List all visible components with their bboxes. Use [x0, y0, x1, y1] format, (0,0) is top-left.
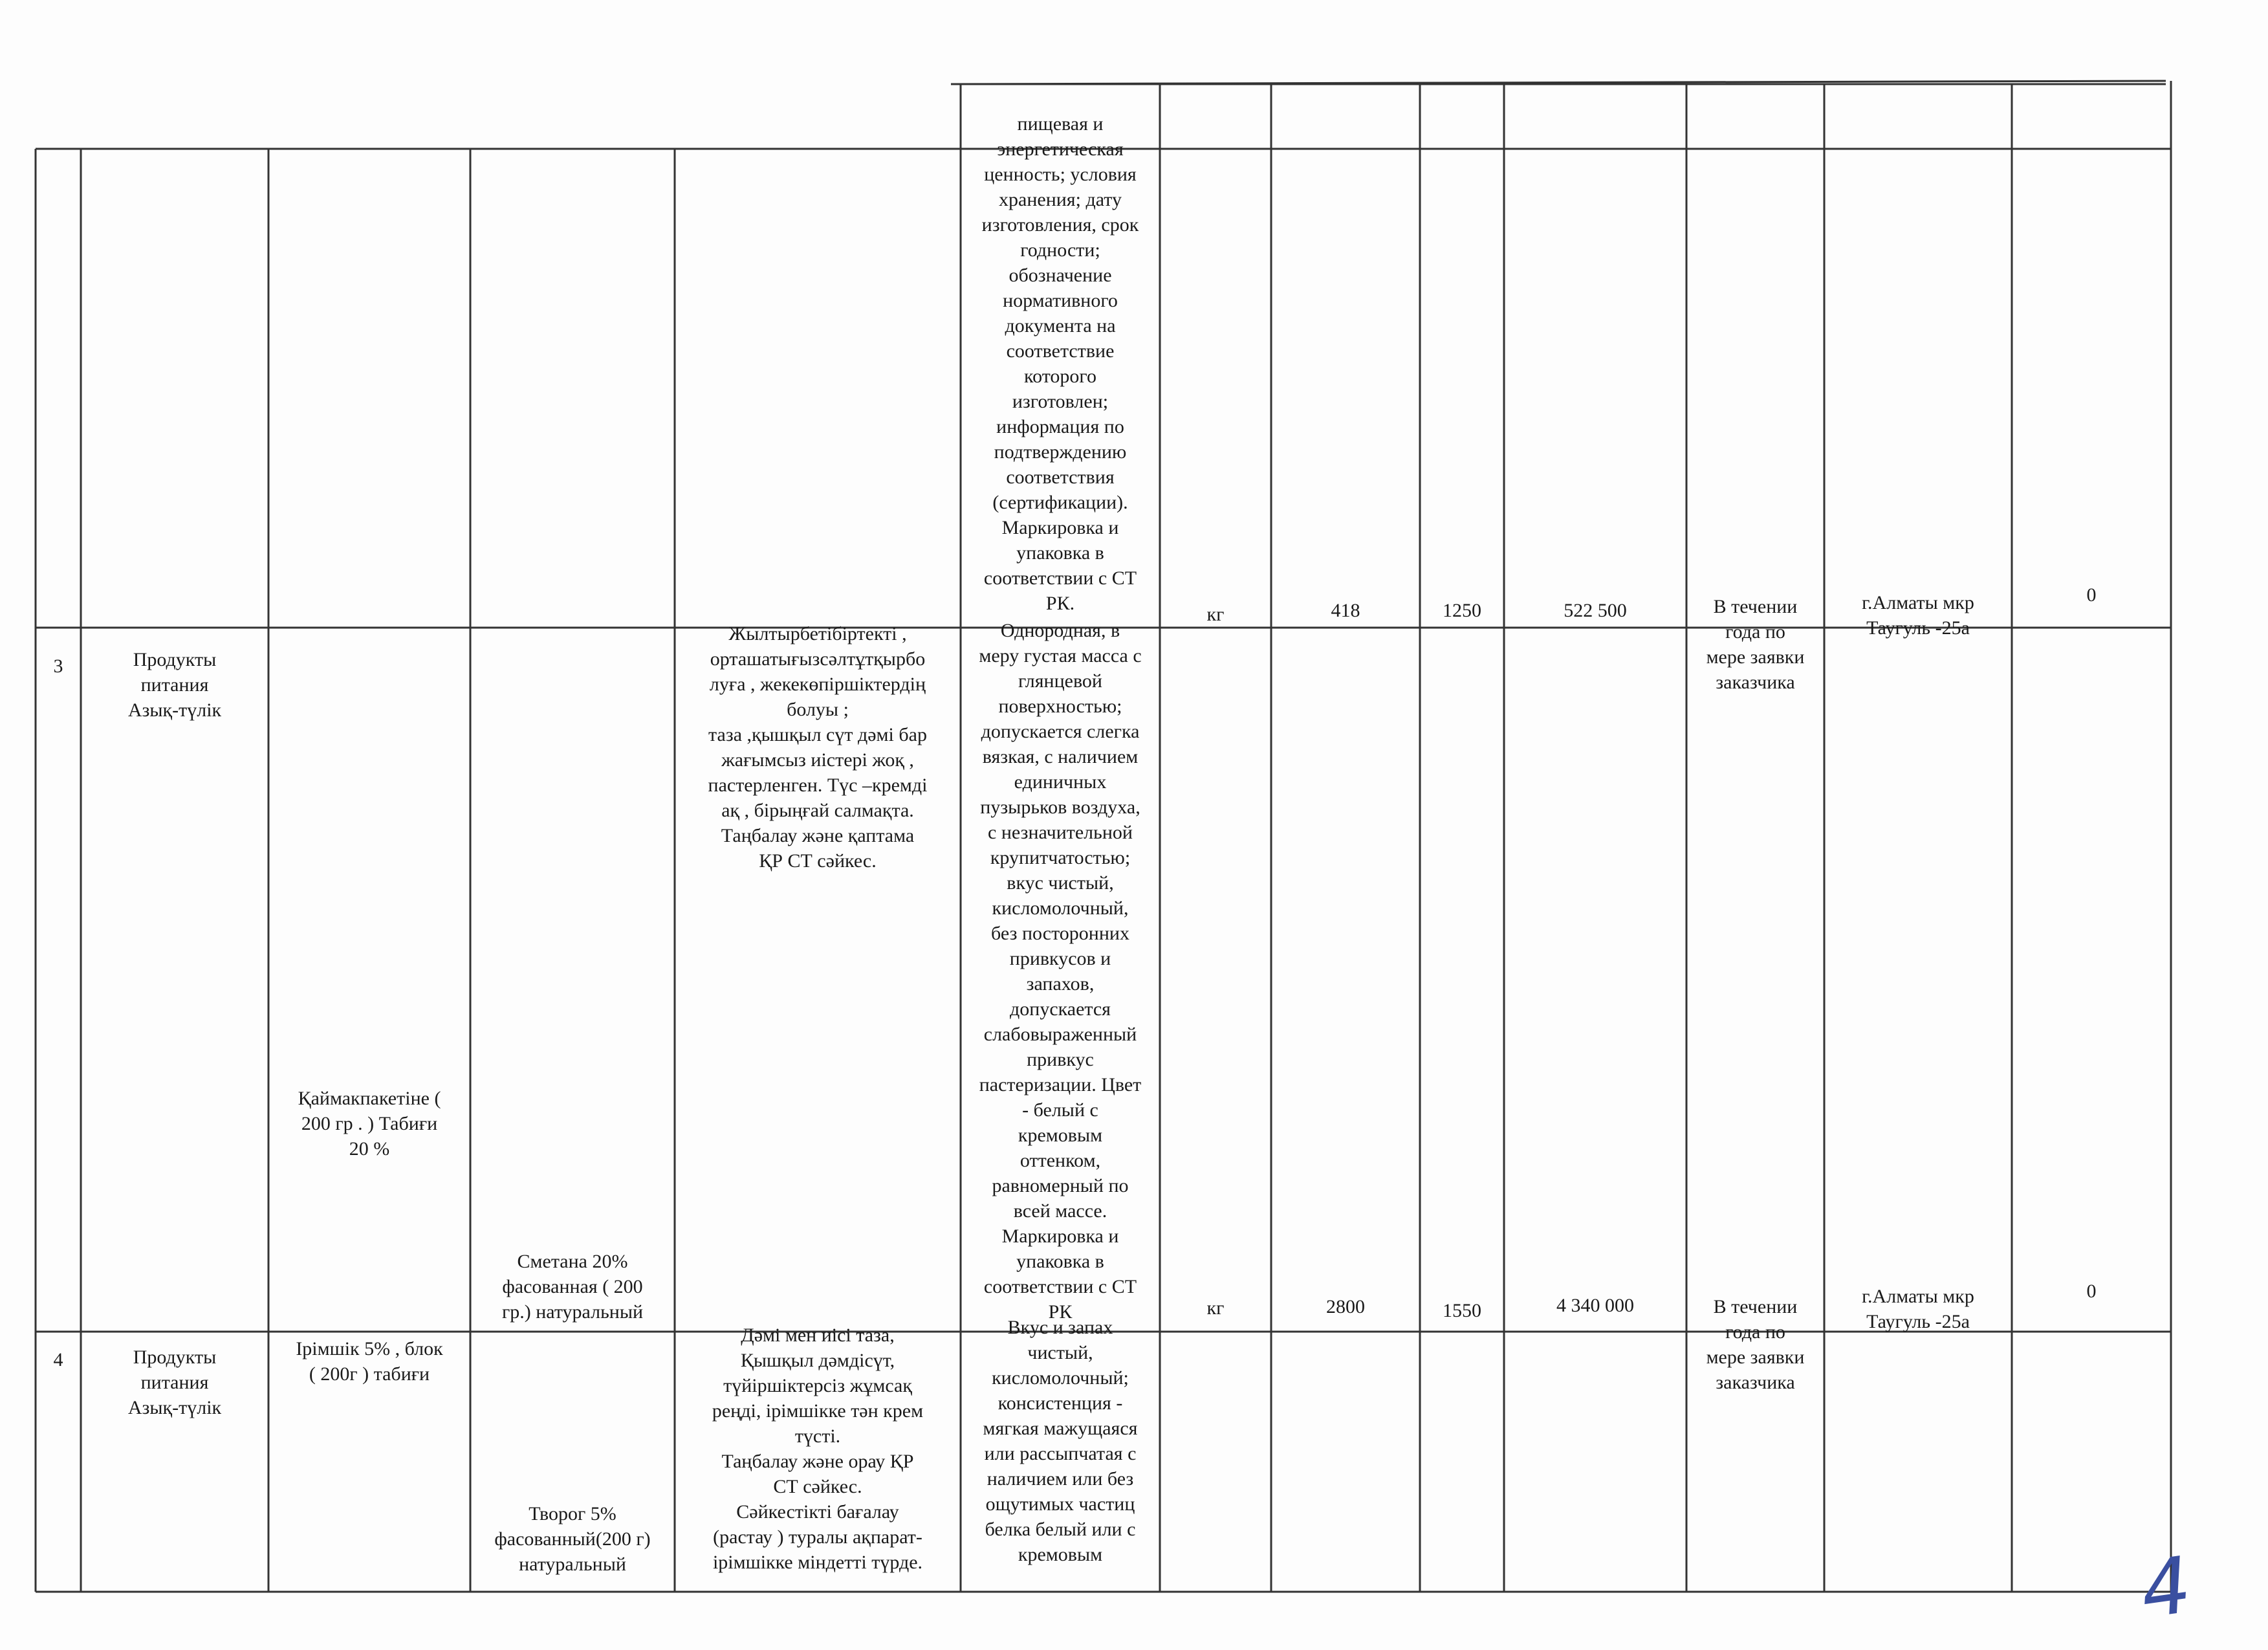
handwritten-page-number: 4 — [2135, 1540, 2197, 1636]
row3-number: 3 — [53, 655, 63, 677]
row4-delivery-place: г.Алматы мкр Таугуль -25а — [1862, 1286, 1974, 1332]
row3-quantity: 418 — [1331, 600, 1360, 621]
row4-description-ru: Вкус и запах чистый, кисломолочный; консистенция - мягкая мажущаяся или рассыпчатая с наличием или без ощутимых частиц белка белый или с кремовым — [983, 1317, 1138, 1565]
row3-name-kz: Қаймакпакетіне ( 200 гр . ) Табиғи 20 % — [298, 1088, 441, 1160]
row4-name-kz: Ірімшік 5% , блок ( 200г ) табиғи — [296, 1338, 443, 1385]
row4-category: Продукты питания Азық-түлік — [127, 1347, 222, 1418]
row4-unit: кг — [1206, 1297, 1225, 1319]
row3-category: Продукты питания Азық-түлік — [127, 649, 222, 721]
row4-quantity: 2800 — [1326, 1296, 1365, 1317]
row3-name-ru: Сметана 20% фасованная ( 200 гр.) натуральный — [501, 1251, 644, 1323]
row3-description-ru: Однородная, в меру густая масса с глянцевой поверхностью; допускается слегка вязкая, с наличием единичных пузырьков воздуха, с незначительной крупитчатостью; вкус чистый, кисломолочный, без посторонних привкусов и запахов, допускается слабовыраженный привкус пастеризации. Цвет - белый с кремовым оттенком, равномерный по всей массе. Маркировка и упаковка в соответствии с СТ РК — [979, 620, 1142, 1323]
row4-description-kz: Дәмі мен иісі таза, Қышқыл дәмдісүт, түйіршіктерсіз жұмсақ реңді, ірімшікке тән крем түсті. Таңбалау және орау ҚР СТ сәйкес. Сәйкестікті бағалау (растау ) туралы ақпарат- ірімшікке міндетті түрде. — [712, 1325, 924, 1573]
row3-total: 522 500 — [1564, 600, 1627, 621]
row-continuation-description-ru: пищевая и энергетическая ценность; условия хранения; дату изготовления, срок годности; обозначение нормативного документа на соответствие которого изготовлен; информация по подтверждению соответствия (сертификации). Маркировка и упаковка в соответствии с СТ РК. — [981, 113, 1139, 614]
row3-description-kz: Жылтырбетібіртекті , орташатығызсәлтұтқырбо луға , жекекөпіршіктердің болуы ; таза ,қышқыл сүт дәмі бар жағымсыз иістері жоқ , пастерленген. Түс –кремді ақ , бірыңғай салмақта. Таңбалау және қаптама ҚР СТ сәйкес. — [708, 623, 928, 872]
row3-delivery-term: В течении года по мере заявки заказчика — [1706, 596, 1805, 693]
row4-advance: 0 — [2086, 1281, 2097, 1302]
row4-name-ru: Творог 5% фасованный(200 г) натуральный — [494, 1503, 651, 1575]
row4-delivery-term: В течении года по мере заявки заказчика — [1706, 1296, 1805, 1393]
row3-advance: 0 — [2086, 584, 2097, 606]
row3-delivery-place: г.Алматы мкр Таугуль -25а — [1862, 592, 1974, 639]
row4-number: 4 — [53, 1349, 63, 1370]
row4-price: 1550 — [1443, 1300, 1481, 1321]
row3-price: 1250 — [1443, 600, 1481, 621]
row3-unit: кг — [1206, 604, 1225, 625]
row4-total: 4 340 000 — [1556, 1295, 1634, 1316]
